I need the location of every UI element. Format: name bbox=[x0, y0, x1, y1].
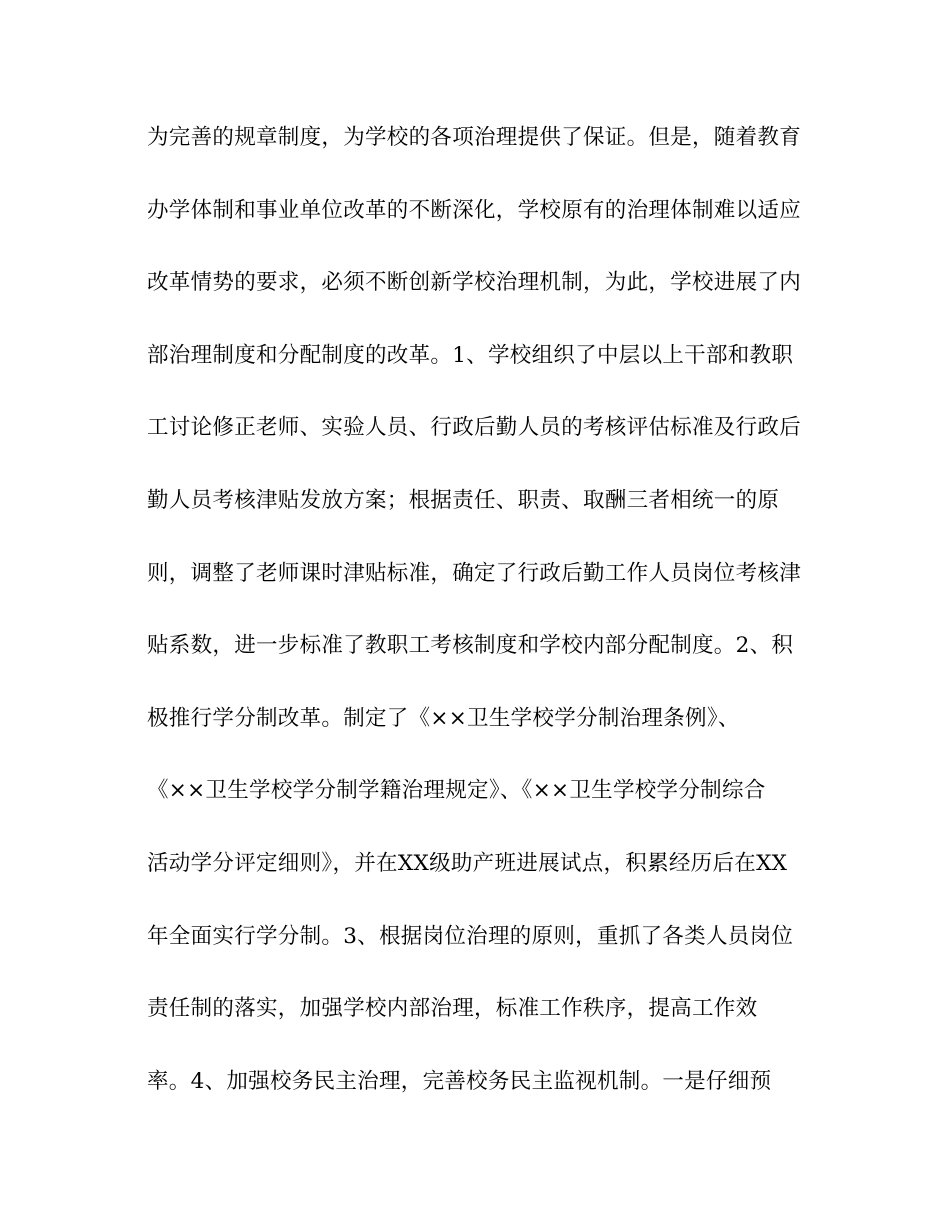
text-line: 责任制的落实，加强学校内部治理，标准工作秩序，提高工作效 bbox=[147, 996, 758, 1022]
body-text bbox=[147, 118, 827, 1134]
text-line: 率。4、加强校务民主治理，完善校务民主监视机制。一是仔细预 bbox=[147, 1068, 772, 1094]
text-line: 《××卫生学校学分制学籍治理规定》、《××卫生学校学分制综合 bbox=[147, 778, 766, 804]
text-line: 勤人员考核津贴发放方案；根据责任、职责、取酬三者相统一的原 bbox=[147, 487, 780, 513]
text-line: 则，调整了老师课时津贴标准，确定了行政后勤工作人员岗位考核津 bbox=[147, 560, 802, 586]
text-line: 办学体制和事业单位改革的不断深化，学校原有的治理体制难以适应 bbox=[147, 197, 802, 223]
text-line: 贴系数，进一步标准了教职工考核制度和学校内部分配制度。2、积 bbox=[147, 633, 794, 659]
text-line: 为完善的规章制度，为学校的各项治理提供了保证。但是，随着教育 bbox=[147, 125, 802, 150]
text-line: 活动学分评定细则》，并在XX级助产班进展试点，积累经历后在XX bbox=[147, 850, 788, 876]
text-line: 改革情势的要求，必须不断创新学校治理机制，为此，学校进展了内 bbox=[147, 270, 802, 296]
text-line: 工讨论修正老师、实验人员、行政后勤人员的考核评估标准及行政后 bbox=[147, 415, 802, 441]
text-line: 部治理制度和分配制度的改革。1、学校组织了中层以上干部和教职 bbox=[147, 342, 794, 368]
text-line: 年全面实行学分制。3、根据岗位治理的原则，重抓了各类人员岗位 bbox=[147, 923, 794, 949]
text-line: 极推行学分制改革。制定了《××卫生学校学分制治理条例》、 bbox=[147, 705, 740, 731]
